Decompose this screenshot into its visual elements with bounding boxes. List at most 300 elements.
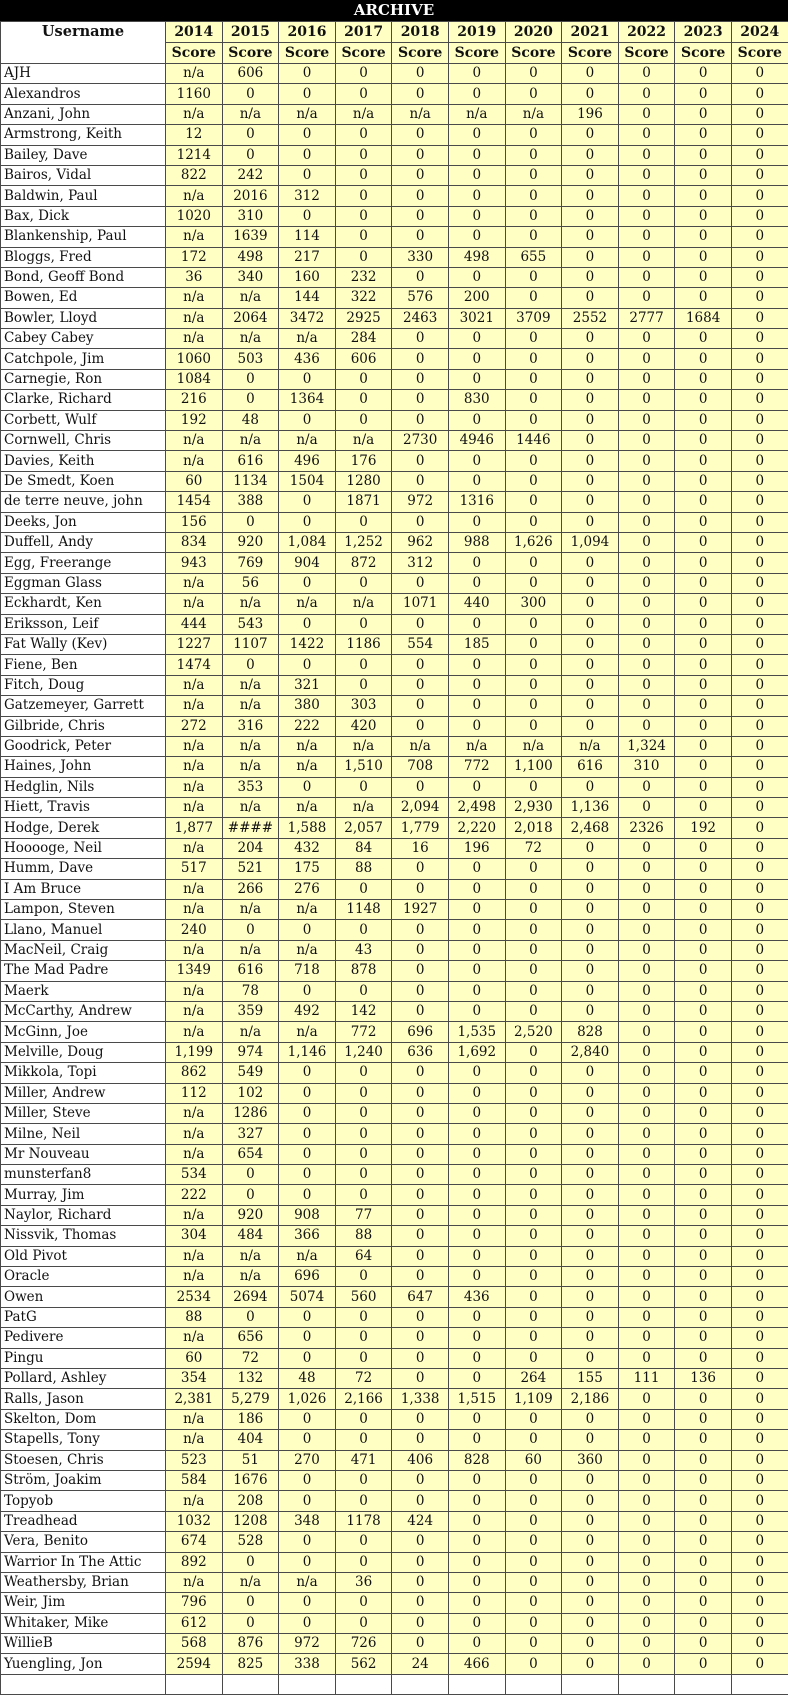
score-cell: 718 (279, 961, 336, 981)
score-cell: 0 (392, 1001, 449, 1021)
score-cell: 424 (392, 1511, 449, 1531)
score-cell: 0 (675, 1001, 732, 1021)
username-cell: Clarke, Richard (1, 390, 166, 410)
table-row (1, 900, 788, 920)
score-cell: 242 (222, 165, 279, 185)
score-cell: n/a (166, 900, 223, 920)
score-cell: n/a (448, 104, 505, 124)
score-cell: 272 (166, 716, 223, 736)
score-cell: 1,692 (448, 1042, 505, 1062)
score-cell: 51 (222, 1450, 279, 1470)
score-cell: 943 (166, 553, 223, 573)
score-cell: 48 (222, 410, 279, 430)
score-cell: 0 (731, 1491, 788, 1511)
username-cell: Ralls, Jason (1, 1389, 166, 1409)
score-cell: 0 (731, 859, 788, 879)
score-cell: 0 (335, 655, 392, 675)
score-cell: 655 (505, 247, 562, 267)
score-cell: 1454 (166, 492, 223, 512)
score-cell: 892 (166, 1552, 223, 1572)
score-cell: 2694 (222, 1287, 279, 1307)
score-cell: 1,240 (335, 1042, 392, 1062)
username-cell: Ström, Joakim (1, 1470, 166, 1490)
username-cell: Fiene, Ben (1, 655, 166, 675)
score-cell: 0 (279, 165, 336, 185)
score-cell: 12 (166, 125, 223, 145)
score-cell: 0 (279, 1103, 336, 1123)
score-cell: 1316 (448, 492, 505, 512)
score-cell: 0 (392, 1593, 449, 1613)
score-cell: 636 (392, 1042, 449, 1062)
score-cell: n/a (166, 1246, 223, 1266)
score-cell: 549 (222, 1063, 279, 1083)
score-cell: n/a (222, 1267, 279, 1287)
username-cell: Bond, Geoff Bond (1, 267, 166, 287)
score-cell: 0 (392, 981, 449, 1001)
score-cell: 0 (505, 1083, 562, 1103)
score-cell: 0 (448, 145, 505, 165)
score-cell: 1280 (335, 471, 392, 491)
score-cell: 962 (392, 532, 449, 552)
score-cell: 0 (222, 1165, 279, 1185)
score-cell: 0 (448, 1205, 505, 1225)
table-row (1, 1348, 788, 1368)
score-cell: 904 (279, 553, 336, 573)
score-cell: 0 (222, 655, 279, 675)
score-cell: 0 (731, 1328, 788, 1348)
score-cell: n/a (166, 288, 223, 308)
score-cell: 0 (731, 451, 788, 471)
score-cell: 0 (731, 349, 788, 369)
score-cell: 0 (505, 329, 562, 349)
score-cell: 0 (675, 1491, 732, 1511)
score-cell: 0 (675, 431, 732, 451)
score-cell: 0 (731, 716, 788, 736)
score-cell: 0 (731, 777, 788, 797)
score-cell: 1,109 (505, 1389, 562, 1409)
score-cell: 0 (731, 165, 788, 185)
score-cell: 0 (335, 1328, 392, 1348)
score-cell: 0 (505, 451, 562, 471)
archive-title: ARCHIVE (0, 0, 788, 21)
score-cell: 0 (618, 1634, 675, 1654)
score-cell: 0 (392, 655, 449, 675)
username-cell: Eckhardt, Ken (1, 594, 166, 614)
score-cell: 0 (731, 961, 788, 981)
score-cell: 0 (731, 1267, 788, 1287)
score-cell: 0 (675, 1532, 732, 1552)
table-row (1, 64, 788, 84)
table-row (1, 1511, 788, 1531)
score-cell: 0 (675, 390, 732, 410)
score-cell: 0 (392, 329, 449, 349)
score-cell: 0 (505, 288, 562, 308)
table-row (1, 145, 788, 165)
table-row (1, 655, 788, 675)
score-cell: 0 (505, 1307, 562, 1327)
score-cell: 2,840 (562, 1042, 619, 1062)
score-cell: 0 (562, 1552, 619, 1572)
score-cell: 0 (618, 1022, 675, 1042)
score-cell: 772 (448, 757, 505, 777)
table-row (1, 1042, 788, 1062)
score-cell: 0 (618, 1654, 675, 1674)
score-cell: 0 (279, 206, 336, 226)
score-cell: 0 (335, 247, 392, 267)
username-cell: Warrior In The Attic (1, 1552, 166, 1572)
username-cell: Pedivere (1, 1328, 166, 1348)
score-cell: n/a (222, 1022, 279, 1042)
score-cell: 0 (562, 64, 619, 84)
score-cell: 176 (335, 451, 392, 471)
score-cell: 2534 (166, 1287, 223, 1307)
score-cell: n/a (166, 696, 223, 716)
score-cell: 0 (618, 471, 675, 491)
username-cell: Old Pivot (1, 1246, 166, 1266)
score-cell: 0 (448, 573, 505, 593)
score-cell: 0 (731, 879, 788, 899)
score-cell: 0 (335, 573, 392, 593)
score-cell: n/a (222, 288, 279, 308)
table-row (1, 186, 788, 206)
score-cell: 0 (505, 1124, 562, 1144)
score-cell: 338 (279, 1654, 336, 1674)
table-row (1, 634, 788, 654)
score-cell: 0 (448, 553, 505, 573)
score-cell: 1,510 (335, 757, 392, 777)
table-row (1, 492, 788, 512)
score-cell: 656 (222, 1328, 279, 1348)
score-cell: 0 (731, 267, 788, 287)
score-cell: 0 (731, 64, 788, 84)
score-cell: 0 (618, 1103, 675, 1123)
score-cell: 316 (222, 716, 279, 736)
score-cell: 0 (222, 390, 279, 410)
score-cell: n/a (335, 431, 392, 451)
table-row (1, 1287, 788, 1307)
username-cell: The Mad Padre (1, 961, 166, 981)
score-cell: 498 (222, 247, 279, 267)
score-cell: 0 (618, 1409, 675, 1429)
score-cell: 321 (279, 675, 336, 695)
score-cell: 0 (675, 84, 732, 104)
score-cell: 0 (675, 838, 732, 858)
score-cell: 0 (448, 1063, 505, 1083)
score-cell: 0 (505, 349, 562, 369)
score-cell: 616 (562, 757, 619, 777)
score-cell: 2,018 (505, 818, 562, 838)
score-cell: 0 (731, 553, 788, 573)
score-cell: 0 (392, 471, 449, 491)
score-cell: 0 (675, 206, 732, 226)
score-header: Score (562, 43, 619, 64)
score-cell: 1186 (335, 634, 392, 654)
score-cell: 726 (335, 1634, 392, 1654)
score-cell: 0 (675, 614, 732, 634)
score-cell: 0 (279, 1430, 336, 1450)
score-cell: 0 (731, 1144, 788, 1164)
score-cell: 0 (392, 145, 449, 165)
score-cell: 0 (505, 961, 562, 981)
score-cell: 1349 (166, 961, 223, 981)
score-cell: 0 (392, 125, 449, 145)
score-cell: 0 (505, 655, 562, 675)
score-cell: 156 (166, 512, 223, 532)
score-header: Score (731, 43, 788, 64)
score-cell: 0 (448, 900, 505, 920)
score-cell: 0 (675, 1307, 732, 1327)
score-cell: 60 (166, 1348, 223, 1368)
score-cell: 0 (279, 1613, 336, 1633)
score-cell: 0 (562, 675, 619, 695)
username-cell: Owen (1, 1287, 166, 1307)
score-cell: 1,100 (505, 757, 562, 777)
score-cell: 0 (618, 594, 675, 614)
score-cell: 0 (505, 1409, 562, 1429)
score-cell: 0 (448, 1348, 505, 1368)
score-cell: 0 (562, 1430, 619, 1450)
year-header-2015: 2015 (222, 22, 279, 43)
score-cell: n/a (279, 798, 336, 818)
score-cell: 0 (505, 471, 562, 491)
username-cell: Pollard, Ashley (1, 1369, 166, 1389)
score-cell: 0 (448, 1307, 505, 1327)
score-cell: 24 (392, 1654, 449, 1674)
score-cell: 0 (562, 859, 619, 879)
score-cell: 0 (618, 125, 675, 145)
username-cell: Hiett, Travis (1, 798, 166, 818)
score-cell: 359 (222, 1001, 279, 1021)
score-cell: 0 (505, 940, 562, 960)
score-cell: 0 (335, 206, 392, 226)
score-cell: 0 (618, 900, 675, 920)
table-row (1, 165, 788, 185)
username-cell: Gatzemeyer, Garrett (1, 696, 166, 716)
score-cell: 0 (448, 1103, 505, 1123)
archive-table (0, 21, 788, 1695)
score-cell: 0 (731, 532, 788, 552)
score-cell: 2,468 (562, 818, 619, 838)
table-row (1, 1328, 788, 1348)
score-cell: 327 (222, 1124, 279, 1144)
score-cell: 0 (448, 716, 505, 736)
score-cell: 0 (618, 1613, 675, 1633)
score-cell: 114 (279, 227, 336, 247)
score-cell: 0 (675, 920, 732, 940)
score-cell: 1,094 (562, 532, 619, 552)
score-cell: 0 (618, 227, 675, 247)
table-row (1, 1450, 788, 1470)
score-cell: 647 (392, 1287, 449, 1307)
table-row (1, 1307, 788, 1327)
score-cell: 0 (335, 1083, 392, 1103)
score-cell: 568 (166, 1634, 223, 1654)
score-cell: 0 (675, 716, 732, 736)
score-cell: n/a (222, 1572, 279, 1592)
score-cell: 102 (222, 1083, 279, 1103)
score-cell: 0 (562, 1144, 619, 1164)
score-cell: 0 (618, 798, 675, 818)
score-cell: 0 (392, 64, 449, 84)
score-cell: 144 (279, 288, 336, 308)
score-cell: 0 (731, 1083, 788, 1103)
score-cell: 523 (166, 1450, 223, 1470)
score-cell: 0 (392, 1491, 449, 1511)
score-cell: 0 (562, 369, 619, 389)
score-cell: 0 (335, 1144, 392, 1164)
score-cell: 0 (562, 696, 619, 716)
score-cell: 0 (731, 1430, 788, 1450)
score-cell: 0 (279, 1593, 336, 1613)
score-cell: 0 (731, 1103, 788, 1123)
score-cell: 0 (279, 145, 336, 165)
score-cell: 0 (675, 1205, 732, 1225)
score-cell: 276 (279, 879, 336, 899)
score-cell: 0 (392, 1532, 449, 1552)
score-cell: 0 (448, 186, 505, 206)
score-cell: 0 (731, 1552, 788, 1572)
score-cell: 0 (675, 1287, 732, 1307)
score-cell: 0 (562, 1613, 619, 1633)
score-cell: 0 (448, 1511, 505, 1531)
score-cell: 0 (505, 165, 562, 185)
score-cell: 0 (392, 186, 449, 206)
score-cell: 0 (731, 696, 788, 716)
username-cell: Naylor, Richard (1, 1205, 166, 1225)
score-cell: 517 (166, 859, 223, 879)
score-cell: 0 (562, 1185, 619, 1205)
score-cell: 0 (618, 1491, 675, 1511)
score-cell: 654 (222, 1144, 279, 1164)
score-cell: 436 (448, 1287, 505, 1307)
username-cell: PatG (1, 1307, 166, 1327)
score-cell: 0 (335, 1185, 392, 1205)
score-cell: 0 (618, 1144, 675, 1164)
score-cell: 0 (392, 1634, 449, 1654)
score-cell: 0 (392, 206, 449, 226)
score-cell: 1214 (166, 145, 223, 165)
score-cell: 0 (448, 349, 505, 369)
score-cell: 0 (731, 84, 788, 104)
score-cell: n/a (166, 104, 223, 124)
score-cell: n/a (279, 757, 336, 777)
score-cell: 0 (335, 1430, 392, 1450)
table-row (1, 1593, 788, 1613)
score-cell: 834 (166, 532, 223, 552)
score-cell: 0 (505, 64, 562, 84)
score-cell: 310 (222, 206, 279, 226)
score-cell: 340 (222, 267, 279, 287)
score-cell: 0 (392, 1328, 449, 1348)
score-cell: 1227 (166, 634, 223, 654)
score-header: Score (279, 43, 336, 64)
score-cell: 406 (392, 1450, 449, 1470)
score-cell: 0 (562, 1348, 619, 1368)
score-cell: 0 (448, 940, 505, 960)
username-cell: Baldwin, Paul (1, 186, 166, 206)
score-cell: 0 (448, 1552, 505, 1572)
score-cell: 876 (222, 1634, 279, 1654)
score-cell: 0 (222, 1185, 279, 1205)
score-cell: 0 (731, 594, 788, 614)
score-cell: 0 (675, 104, 732, 124)
score-cell: 1,535 (448, 1022, 505, 1042)
table-row (1, 267, 788, 287)
score-cell: 0 (618, 206, 675, 226)
score-cell: 0 (279, 1491, 336, 1511)
score-cell: 322 (335, 288, 392, 308)
username-cell: Llano, Manuel (1, 920, 166, 940)
score-cell: 0 (222, 369, 279, 389)
score-cell: 0 (392, 512, 449, 532)
table-row (1, 1491, 788, 1511)
score-cell: 822 (166, 165, 223, 185)
score-cell: 0 (731, 1369, 788, 1389)
score-cell: 0 (562, 186, 619, 206)
score-cell: 0 (335, 125, 392, 145)
score-cell: 0 (392, 1307, 449, 1327)
score-cell: 0 (392, 1226, 449, 1246)
score-cell: 1134 (222, 471, 279, 491)
table-row (1, 736, 788, 756)
score-cell: 72 (222, 1348, 279, 1368)
score-cell: 0 (562, 981, 619, 1001)
score-cell: 0 (731, 1226, 788, 1246)
score-cell: 0 (675, 512, 732, 532)
score-cell: 5074 (279, 1287, 336, 1307)
score-cell: n/a (166, 1103, 223, 1123)
score-cell: 440 (448, 594, 505, 614)
score-cell: 554 (392, 634, 449, 654)
year-header-row (1, 22, 788, 43)
username-cell: Lampon, Steven (1, 900, 166, 920)
username-cell: Melville, Doug (1, 1042, 166, 1062)
score-cell: 1474 (166, 655, 223, 675)
username-cell: McCarthy, Andrew (1, 1001, 166, 1021)
score-cell: 0 (392, 1369, 449, 1389)
table-header (1, 22, 788, 64)
score-cell: 0 (562, 1001, 619, 1021)
username-cell: Gilbride, Chris (1, 716, 166, 736)
score-cell: n/a (335, 594, 392, 614)
score-cell: 1,199 (166, 1042, 223, 1062)
score-cell: 0 (562, 125, 619, 145)
score-cell: 0 (618, 369, 675, 389)
score-cell: 0 (562, 451, 619, 471)
table-row (1, 614, 788, 634)
score-cell: 0 (505, 1593, 562, 1613)
score-cell: 0 (505, 227, 562, 247)
score-cell: 0 (279, 1307, 336, 1327)
score-cell: 1178 (335, 1511, 392, 1531)
year-header-2022: 2022 (618, 22, 675, 43)
score-cell: n/a (222, 900, 279, 920)
score-cell: 0 (731, 1532, 788, 1552)
score-cell: 0 (279, 920, 336, 940)
score-cell: 0 (448, 981, 505, 1001)
score-cell: 0 (675, 410, 732, 430)
score-cell: 0 (618, 920, 675, 940)
score-cell: n/a (222, 594, 279, 614)
score-cell: 498 (448, 247, 505, 267)
score-cell: 0 (675, 1124, 732, 1144)
score-cell: 0 (279, 1063, 336, 1083)
username-cell: Corbett, Wulf (1, 410, 166, 430)
score-cell: n/a (222, 696, 279, 716)
table-row (1, 981, 788, 1001)
username-cell: Pingu (1, 1348, 166, 1368)
score-cell: 0 (505, 492, 562, 512)
